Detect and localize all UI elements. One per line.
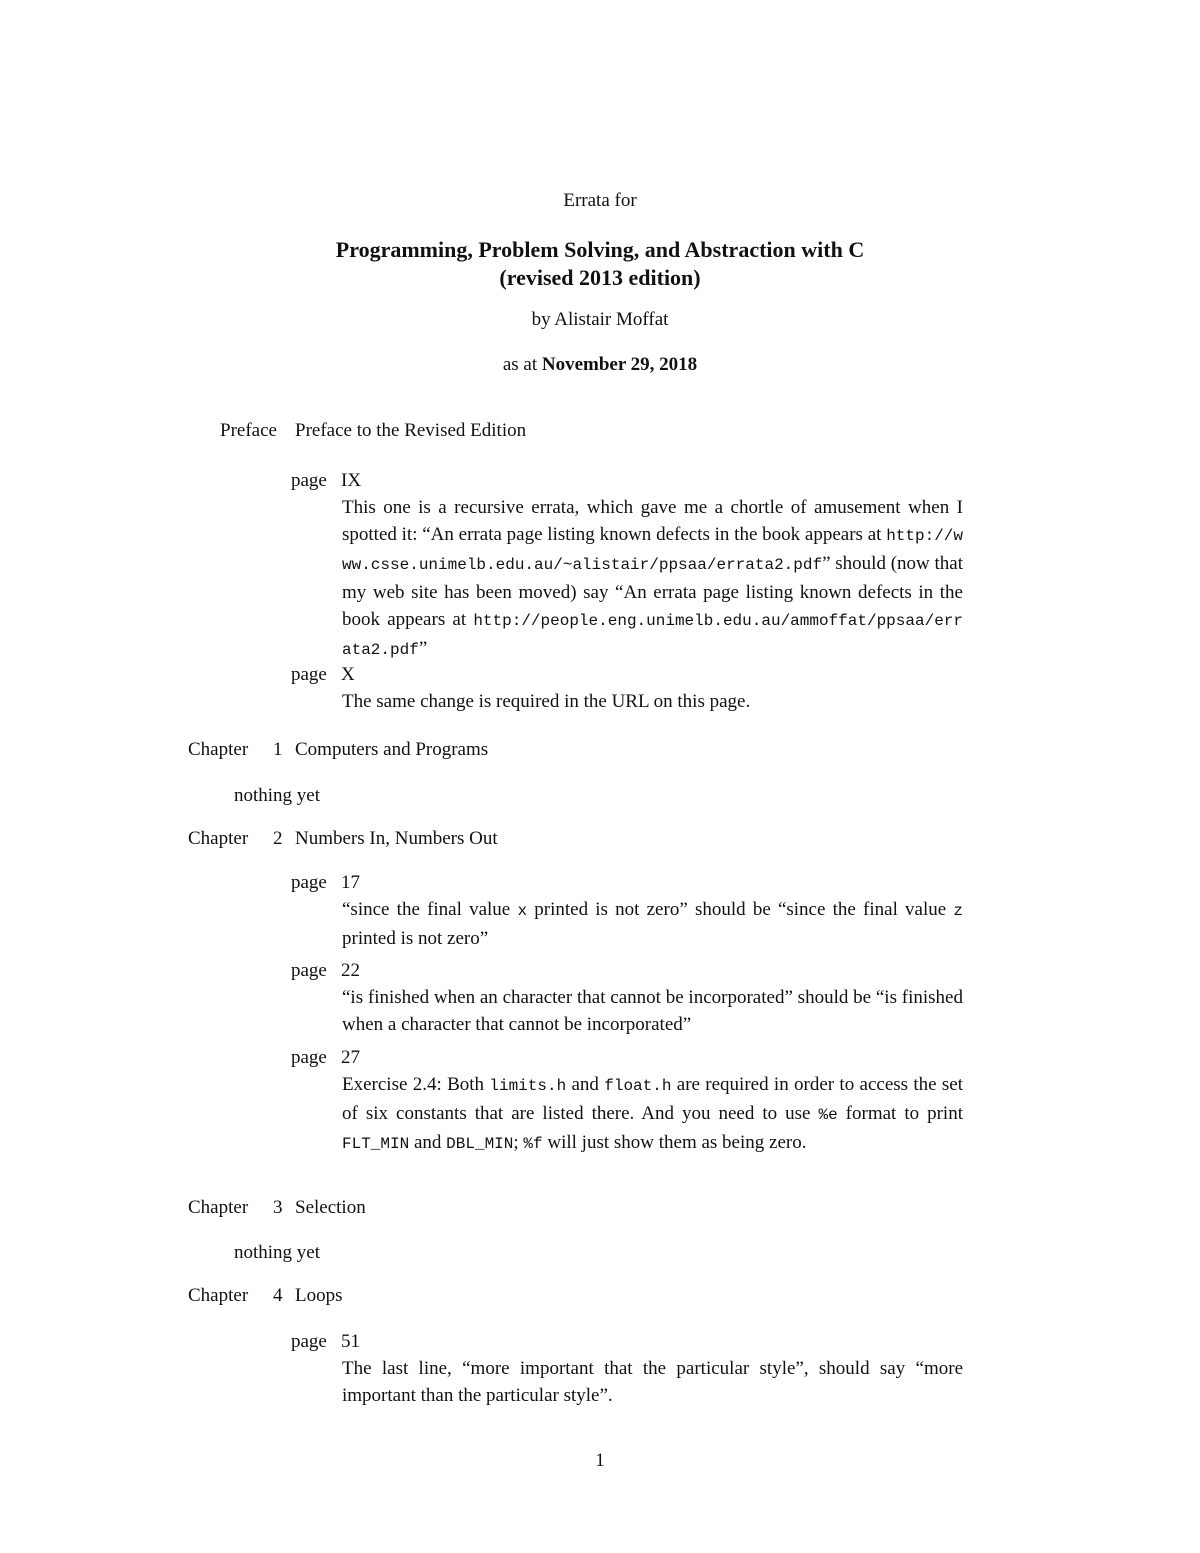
erratum-text xyxy=(342,688,963,715)
text-run: The same change is required in the URL on this page. xyxy=(342,691,751,712)
code-run: FLT_MIN xyxy=(342,1135,410,1153)
page-label: page xyxy=(291,1331,327,1352)
page-number: 17 xyxy=(341,872,360,893)
url-new: http://people.eng.unimelb.edu.au/ammoffat/ppsaa/errata2.pdf xyxy=(342,612,963,659)
text-run: printed is not zero” xyxy=(342,928,489,949)
code-run: %e xyxy=(818,1106,838,1124)
page-footer-number: 1 xyxy=(595,1450,605,1471)
page-label: page xyxy=(291,1047,327,1068)
text-run: ” should (now that my web site has been moved) say “An errata page listing known defects in the book appears at xyxy=(342,553,963,630)
book-title-line2: (revised 2013 edition) xyxy=(499,265,701,290)
book-title xyxy=(0,236,1200,292)
chapter-heading xyxy=(188,739,488,761)
erratum-text xyxy=(342,494,963,664)
chapter-label: Chapter xyxy=(188,828,249,849)
text-run: printed is not zero” should be “since the final value xyxy=(527,899,954,920)
chapter-label: Chapter xyxy=(188,1197,249,1218)
page-number: X xyxy=(341,664,355,685)
author-line: by Alistair Moffat xyxy=(531,309,669,330)
page-label: page xyxy=(291,470,327,491)
chapter-number: 4 xyxy=(273,1285,283,1306)
as-at-prefix: as at xyxy=(502,354,538,375)
book-title-line1: Programming, Problem Solving, and Abstraction with C xyxy=(335,237,865,262)
as-at-line xyxy=(0,354,1200,376)
text-run: The last line, “more important that the particular style”, should say “more important than the particular style”. xyxy=(342,1358,963,1406)
preface-heading xyxy=(220,420,526,442)
page-label: page xyxy=(291,872,327,893)
erratum-text xyxy=(342,896,963,952)
text-run: and xyxy=(409,1132,447,1153)
code-run: DBL_MIN xyxy=(446,1135,514,1153)
text-run: “since the final value xyxy=(342,899,518,920)
chapter-heading xyxy=(188,1197,366,1219)
chapter-number: 1 xyxy=(273,739,283,760)
url-old: http://www.csse.unimelb.edu.au/~alistair/ppsaa/errata2.pdf xyxy=(342,527,963,574)
nothing-yet-note: nothing yet xyxy=(234,1242,321,1263)
revision-date: November 29, 2018 xyxy=(541,354,698,375)
page-label: page xyxy=(291,664,327,685)
erratum-text xyxy=(342,984,963,1038)
erratum-entry xyxy=(291,958,963,1038)
text-run: will just show them as being zero. xyxy=(542,1132,807,1153)
text-run: and xyxy=(566,1074,605,1095)
page-number: IX xyxy=(341,470,362,491)
text-run: ; xyxy=(513,1132,524,1153)
page-number: 27 xyxy=(341,1047,360,1068)
chapter-title: Selection xyxy=(295,1197,366,1218)
erratum-entry xyxy=(291,1329,963,1409)
chapter-label: Chapter xyxy=(188,1285,249,1306)
page-number: 22 xyxy=(341,960,360,981)
chapter-title: Loops xyxy=(295,1285,343,1306)
text-run: This one is a recursive errata, which gave me a chortle of amusement when I spotted it: “An errata page listing known defects in the book appears at xyxy=(342,497,963,545)
erratum-text xyxy=(342,1071,963,1158)
section-title: Preface to the Revised Edition xyxy=(295,420,527,441)
code-run: %f xyxy=(523,1135,543,1153)
errata-for-heading: Errata for xyxy=(563,190,637,211)
text-run: format to print xyxy=(837,1103,963,1124)
text-run: are required in order to access the set of six constants that are listed there. And you need to use xyxy=(342,1074,964,1124)
text-run: Exercise 2.4: Both xyxy=(342,1074,490,1095)
erratum-text xyxy=(342,1355,963,1409)
chapter-title: Numbers In, Numbers Out xyxy=(295,828,498,849)
erratum-entry xyxy=(291,662,963,715)
chapter-heading xyxy=(188,1285,343,1307)
erratum-entry xyxy=(291,870,963,952)
erratum-entry xyxy=(291,468,963,664)
nothing-yet-note: nothing yet xyxy=(234,785,321,806)
chapter-number: 3 xyxy=(273,1197,283,1218)
page-number: 51 xyxy=(341,1331,360,1352)
chapter-title: Computers and Programs xyxy=(295,739,489,760)
code-run: x xyxy=(517,902,528,920)
chapter-number: 2 xyxy=(273,828,283,849)
code-run: z xyxy=(953,902,963,920)
section-kind: Preface xyxy=(220,420,277,441)
code-run: limits.h xyxy=(489,1077,567,1095)
page-label: page xyxy=(291,960,327,981)
erratum-entry xyxy=(291,1045,963,1158)
code-run: float.h xyxy=(604,1077,672,1095)
chapter-heading xyxy=(188,828,498,850)
text-run: ” xyxy=(418,638,428,659)
text-run: “is finished when an character that cannot be incorporated” should be “is finished when a character that cannot be incorporated” xyxy=(342,987,963,1035)
chapter-label: Chapter xyxy=(188,739,249,760)
